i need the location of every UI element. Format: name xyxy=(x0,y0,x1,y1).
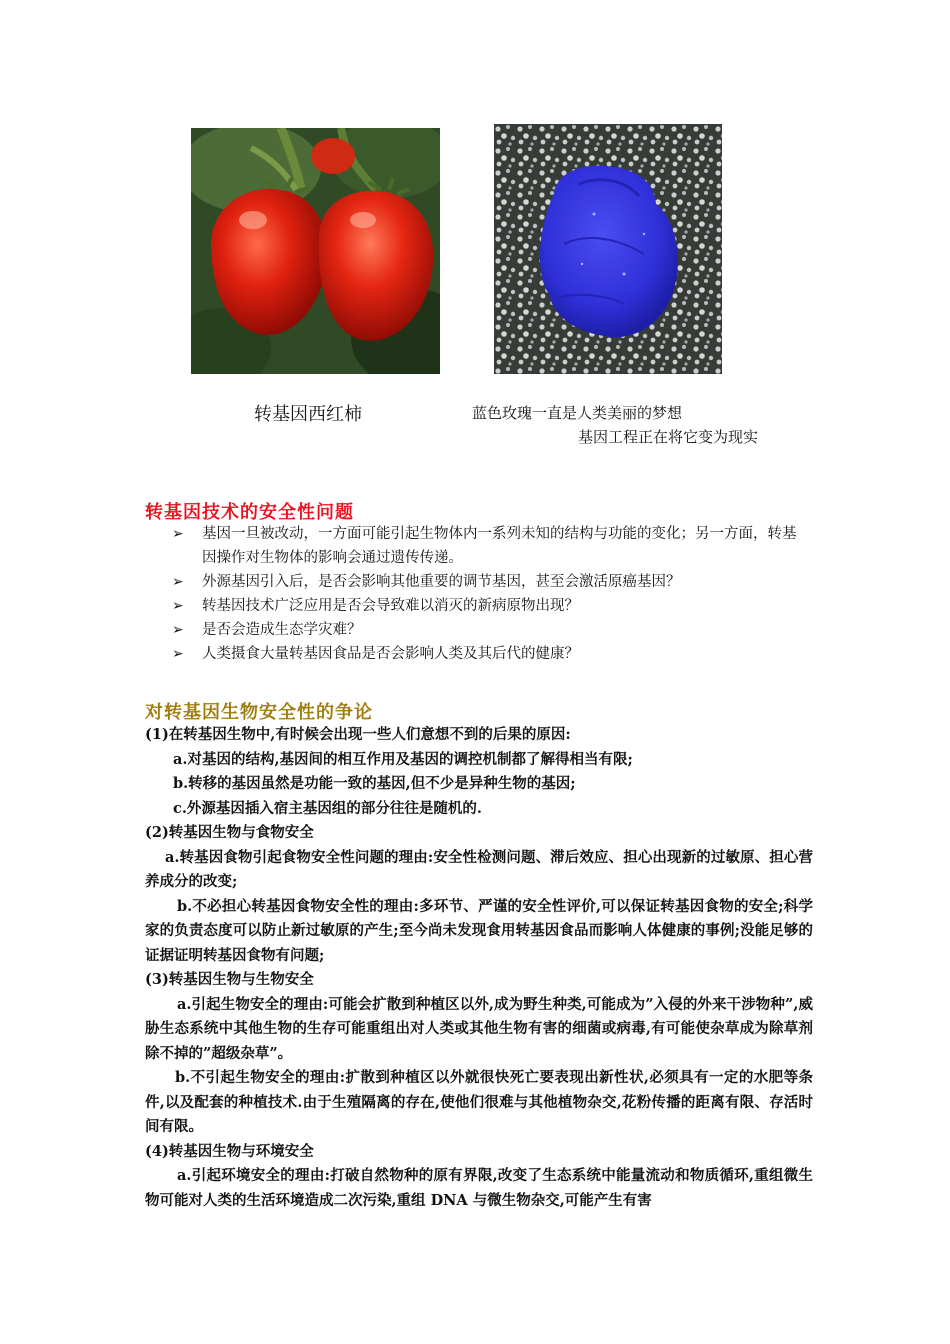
arrow-bullet-icon: ➢ xyxy=(172,574,184,590)
rose-caption-line2: 基因工程正在将它变为现实 xyxy=(578,428,759,446)
tomato-icon xyxy=(191,128,440,374)
arrow-bullet-icon: ➢ xyxy=(172,646,184,662)
section-4-heading: (4)转基因生物与环境安全 xyxy=(145,1142,314,1160)
blue-rose-photo xyxy=(494,124,722,374)
section-3-heading: (3)转基因生物与生物安全 xyxy=(145,971,314,988)
section-2-point-a: a.转基因食物引起食物安全性问题的理由:安全性检测问题、滞后效应、担心出现新的过敏原、担心营养成分的改变; xyxy=(145,848,813,890)
debate-heading: 对转基因生物安全性的争论 xyxy=(145,702,373,723)
arrow-bullet-icon: ➢ xyxy=(172,598,184,614)
list-item: ➢ 转基因技术广泛应用是否会导致难以消灭的新病原物出现？ xyxy=(170,594,810,618)
section-2-heading: (2)转基因生物与食物安全 xyxy=(145,824,314,841)
section-2-point-b: b.不必担心转基因食物安全性的理由:多环节、严谨的安全性评价,可以保证转基因食物的安全;科学家的负责态度可以防止新过敏原的产生;至今尚未发现食用转基因食品而影响人体健康的事例;没能足够的证据证明转基因食物有问题; xyxy=(145,897,813,964)
list-item: ➢ 基因一旦被改动，一方面可能引起生物体内一系列未知的结构与功能的变化；另一方面，转基因操作对生物体的影响会通过遗传传递。 xyxy=(170,522,810,570)
section-1-point-b: b.转移的基因虽然是功能一致的基因,但不少是异种生物的基因; xyxy=(173,775,576,792)
debate-body xyxy=(145,723,813,1213)
section-3-point-a: a.引起生物安全的理由:可能会扩散到种植区以外,成为野生种类,可能成为”入侵的外来干涉物种”,威胁生态系统中其他生物的生存可能重组出对人类或其他生物有害的细菌或病毒,有可能使杂草成为除草剂除不掉的”超级杂草”。 xyxy=(145,995,813,1062)
blue-rose-icon xyxy=(494,124,722,374)
rose-caption-line1: 蓝色玫瑰一直是人类美丽的梦想 xyxy=(472,404,683,422)
section-3-point-b: b.不引起生物安全的理由:扩散到种植区以外就很快死亡要表现出新性状,必须具有一定的水肥等条件,以及配套的种植技术.由于生殖隔离的存在,使他们很难与其他植物杂交,花粉传播的距离有限、存活时间有限。 xyxy=(145,1069,813,1135)
list-item: ➢ 人类摄食大量转基因食品是否会影响人类及其后代的健康？ xyxy=(170,642,810,666)
tomato-caption: 转基因西红柿 xyxy=(254,404,362,425)
list-item: ➢ 外源基因引入后，是否会影响其他重要的调节基因，甚至会激活原癌基因？ xyxy=(170,570,810,594)
safety-heading: 转基因技术的安全性问题 xyxy=(145,502,354,523)
safety-bullet-list xyxy=(170,522,810,666)
section-1-point-a: a.对基因的结构,基因间的相互作用及基因的调控机制都了解得相当有限; xyxy=(173,750,633,768)
arrow-bullet-icon: ➢ xyxy=(172,622,184,638)
section-1-point-c: c.外源基因插入宿主基因组的部分往往是随机的. xyxy=(173,799,482,817)
arrow-bullet-icon: ➢ xyxy=(172,526,184,542)
section-1-heading: (1)在转基因生物中,有时候会出现一些人们意想不到的后果的原因: xyxy=(145,726,571,743)
tomato-photo xyxy=(191,128,440,374)
section-4-point-a: a.引起环境安全的理由:打破自然物种的原有界限,改变了生态系统中能量流动和物质循环,重组微生物可能对人类的生活环境造成二次污染,重组 DNA 与微生物杂交,可能产生有害 xyxy=(145,1167,813,1209)
list-item: ➢ 是否会造成生态学灾难？ xyxy=(170,618,810,642)
